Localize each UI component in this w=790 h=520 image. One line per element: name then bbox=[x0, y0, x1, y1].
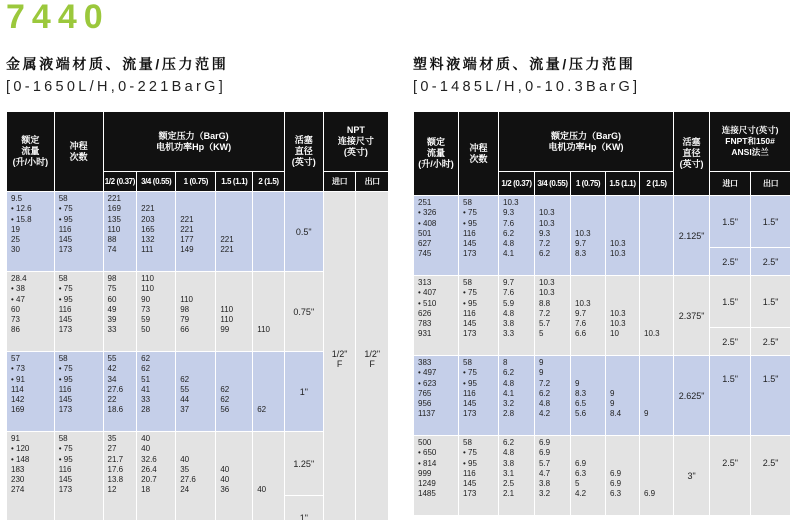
flow-cell: 57 • 73 • 91 114 142 169 bbox=[7, 352, 55, 432]
hp-col: 1.5 (1.1) bbox=[606, 172, 640, 196]
pressure-cell: 221 221 177 149 bbox=[176, 192, 216, 272]
plunger-cell: 1.25" bbox=[284, 432, 323, 496]
outlet-header: 出口 bbox=[751, 172, 790, 196]
flow-header: 额定 流量 (升/小时) bbox=[7, 112, 55, 192]
inlet-cell: 1.5" bbox=[710, 356, 751, 436]
pressure-cell: 221 169 135 110 88 74 bbox=[103, 192, 137, 272]
plunger-cell: 2.375" bbox=[674, 276, 710, 356]
stroke-header: 冲程 次数 bbox=[54, 112, 103, 192]
stroke-cell: 58 • 75 • 95 116 145 173 bbox=[459, 356, 499, 436]
pressure-cell: 35 27 21.7 17.6 13.8 12 bbox=[103, 432, 137, 520]
connection-header: 连接尺寸(英寸) FNPT和150# ANSI法兰 bbox=[710, 112, 790, 172]
pressure-cell: 221 203 165 132 111 bbox=[137, 192, 176, 272]
flow-cell: 500 • 650 • 814 999 1249 1485 bbox=[414, 436, 459, 516]
stroke-cell: 58 • 75 • 95 116 145 173 bbox=[54, 432, 103, 520]
pressure-cell: 6.2 4.8 3.8 3.1 2.5 2.1 bbox=[499, 436, 535, 516]
plastic-heading: 塑料液端材质、流量/压力范围 bbox=[413, 56, 636, 72]
pressure-cell: 6.9 6.3 5 4.2 bbox=[571, 436, 606, 516]
outlet-cell: 1.5" bbox=[751, 356, 790, 436]
pressure-cell: 10.3 10.3 bbox=[606, 196, 640, 276]
pressure-cell: 9 8.3 6.5 5.6 bbox=[571, 356, 606, 436]
plunger-cell: 1" bbox=[284, 496, 323, 520]
outlet-cell: 1.5" bbox=[751, 196, 790, 248]
pressure-cell: 9.7 7.6 5.9 4.8 3.8 3.3 bbox=[499, 276, 535, 356]
inlet-cell: 2.5" bbox=[710, 248, 751, 276]
pressure-cell: 40 40 32.6 26.4 20.7 18 bbox=[137, 432, 176, 520]
hp-col: 3/4 (0.55) bbox=[535, 172, 571, 196]
pressure-cell: 10.3 9.3 7.6 6.2 4.8 4.1 bbox=[499, 196, 535, 276]
pressure-cell: 9 bbox=[640, 356, 674, 436]
pressure-cell: 55 42 34 27.6 22 18.6 bbox=[103, 352, 137, 432]
outlet-cell: 2.5" bbox=[751, 436, 790, 516]
plunger-cell: 2.625" bbox=[674, 356, 710, 436]
outlet-header: 出口 bbox=[356, 172, 389, 192]
inlet-header: 进口 bbox=[323, 172, 356, 192]
inlet-cell: 2.5" bbox=[710, 328, 751, 356]
flow-cell: 28.4 • 38 • 47 60 73 86 bbox=[7, 272, 55, 352]
pressure-cell: 9 9 8.4 bbox=[606, 356, 640, 436]
inlet-header: 进口 bbox=[710, 172, 751, 196]
pressure-cell bbox=[253, 192, 285, 272]
pressure-cell: 110 bbox=[253, 272, 285, 352]
stroke-cell: 58 • 75 • 95 116 145 173 bbox=[54, 352, 103, 432]
hp-col: 2 (1.5) bbox=[253, 172, 285, 192]
pressure-header: 额定压力（BarG) 电机功率Hp（KW) bbox=[103, 112, 284, 172]
stroke-cell: 58 • 75 • 95 116 145 173 bbox=[459, 436, 499, 516]
metal-range: [0-1650L/H,0-221BarG] bbox=[6, 79, 227, 95]
inlet-cell: 1.5" bbox=[710, 196, 751, 248]
hp-col: 1/2 (0.37) bbox=[499, 172, 535, 196]
pressure-cell: 110 98 79 66 bbox=[176, 272, 216, 352]
metal-heading: 金属液端材质、流量/压力范围 bbox=[6, 56, 229, 72]
model-title: 7440 bbox=[6, 0, 110, 36]
pressure-cell: 9 9 7.2 6.2 4.8 4.2 bbox=[535, 356, 571, 436]
pressure-cell: 62 62 56 bbox=[216, 352, 253, 432]
pressure-cell: 10.3 9.7 8.3 bbox=[571, 196, 606, 276]
pressure-cell: 10.3 10.3 10 bbox=[606, 276, 640, 356]
connection-header: NPT 连接尺寸 (英寸) bbox=[323, 112, 388, 172]
pressure-cell: 40 bbox=[253, 432, 285, 520]
outlet-cell: 2.5" bbox=[751, 248, 790, 276]
flow-cell: 91 • 120 • 148 183 230 274 bbox=[7, 432, 55, 520]
stroke-header: 冲程 次数 bbox=[459, 112, 499, 196]
pressure-cell: 6.9 6.9 6.3 bbox=[606, 436, 640, 516]
plunger-cell: 0.75" bbox=[284, 272, 323, 352]
table-row bbox=[414, 196, 790, 248]
plunger-cell: 0.5" bbox=[284, 192, 323, 272]
outlet-cell: 2.5" bbox=[751, 328, 790, 356]
pressure-cell: 98 75 60 49 39 33 bbox=[103, 272, 137, 352]
outlet-cell: 1.5" bbox=[751, 276, 790, 328]
plastic-range: [0-1485L/H,0-10.3BarG] bbox=[413, 79, 641, 95]
plunger-header: 活塞 直径 (英寸) bbox=[284, 112, 323, 192]
pressure-cell: 62 bbox=[253, 352, 285, 432]
metal-spec-table bbox=[6, 111, 389, 520]
stroke-cell: 58 • 75 • 95 116 145 173 bbox=[459, 196, 499, 276]
plunger-cell: 2.125" bbox=[674, 196, 710, 276]
inlet-cell: 2.5" bbox=[710, 436, 751, 516]
table-row bbox=[414, 356, 790, 436]
hp-col: 1/2 (0.37) bbox=[103, 172, 137, 192]
pressure-cell: 40 35 27.6 24 bbox=[176, 432, 216, 520]
flow-cell: 383 • 497 • 623 765 956 1137 bbox=[414, 356, 459, 436]
stroke-cell: 58 • 75 • 95 116 145 173 bbox=[54, 192, 103, 272]
flow-cell: 9.5 • 12.6 • 15.8 19 25 30 bbox=[7, 192, 55, 272]
flow-cell: 313 • 407 • 510 626 783 931 bbox=[414, 276, 459, 356]
table-row bbox=[414, 436, 790, 516]
inlet-cell: 1.5" bbox=[710, 276, 751, 328]
pressure-cell: 8 6.2 4.8 4.1 3.2 2.8 bbox=[499, 356, 535, 436]
plunger-cell: 1" bbox=[284, 352, 323, 432]
pressure-cell: 62 55 44 37 bbox=[176, 352, 216, 432]
table-row bbox=[7, 192, 389, 272]
outlet-cell: 1/2" F bbox=[356, 192, 389, 520]
flow-header: 额定 流量 (升/小时) bbox=[414, 112, 459, 196]
pressure-cell: 10.3 9.7 7.6 6.6 bbox=[571, 276, 606, 356]
pressure-cell: 221 221 bbox=[216, 192, 253, 272]
plastic-spec-table bbox=[413, 111, 790, 516]
hp-col: 2 (1.5) bbox=[640, 172, 674, 196]
pressure-cell: 40 40 36 bbox=[216, 432, 253, 520]
stroke-cell: 58 • 75 • 95 116 145 173 bbox=[459, 276, 499, 356]
stroke-cell: 58 • 75 • 95 116 145 173 bbox=[54, 272, 103, 352]
pressure-cell: 10.3 bbox=[640, 276, 674, 356]
plunger-header: 活塞 直径 (英寸) bbox=[674, 112, 710, 196]
hp-col: 1.5 (1.1) bbox=[216, 172, 253, 192]
hp-col: 1 (0.75) bbox=[176, 172, 216, 192]
flow-cell: 251 • 326 • 408 501 627 745 bbox=[414, 196, 459, 276]
pressure-cell: 6.9 6.9 5.7 4.7 3.8 3.2 bbox=[535, 436, 571, 516]
pressure-cell: 10.3 10.3 8.8 7.2 5.7 5 bbox=[535, 276, 571, 356]
table-row bbox=[414, 276, 790, 328]
pressure-cell bbox=[640, 196, 674, 276]
pressure-cell: 110 110 99 bbox=[216, 272, 253, 352]
pressure-cell: 6.9 bbox=[640, 436, 674, 516]
pressure-cell: 62 62 51 41 33 28 bbox=[137, 352, 176, 432]
hp-col: 1 (0.75) bbox=[571, 172, 606, 196]
pressure-cell: 10.3 10.3 9.3 7.2 6.2 bbox=[535, 196, 571, 276]
pressure-cell: 110 110 90 73 59 50 bbox=[137, 272, 176, 352]
hp-col: 3/4 (0.55) bbox=[137, 172, 176, 192]
inlet-cell: 1/2" F bbox=[323, 192, 356, 520]
pressure-header: 额定压力（BarG) 电机功率Hp（KW) bbox=[499, 112, 674, 172]
plunger-cell: 3" bbox=[674, 436, 710, 516]
